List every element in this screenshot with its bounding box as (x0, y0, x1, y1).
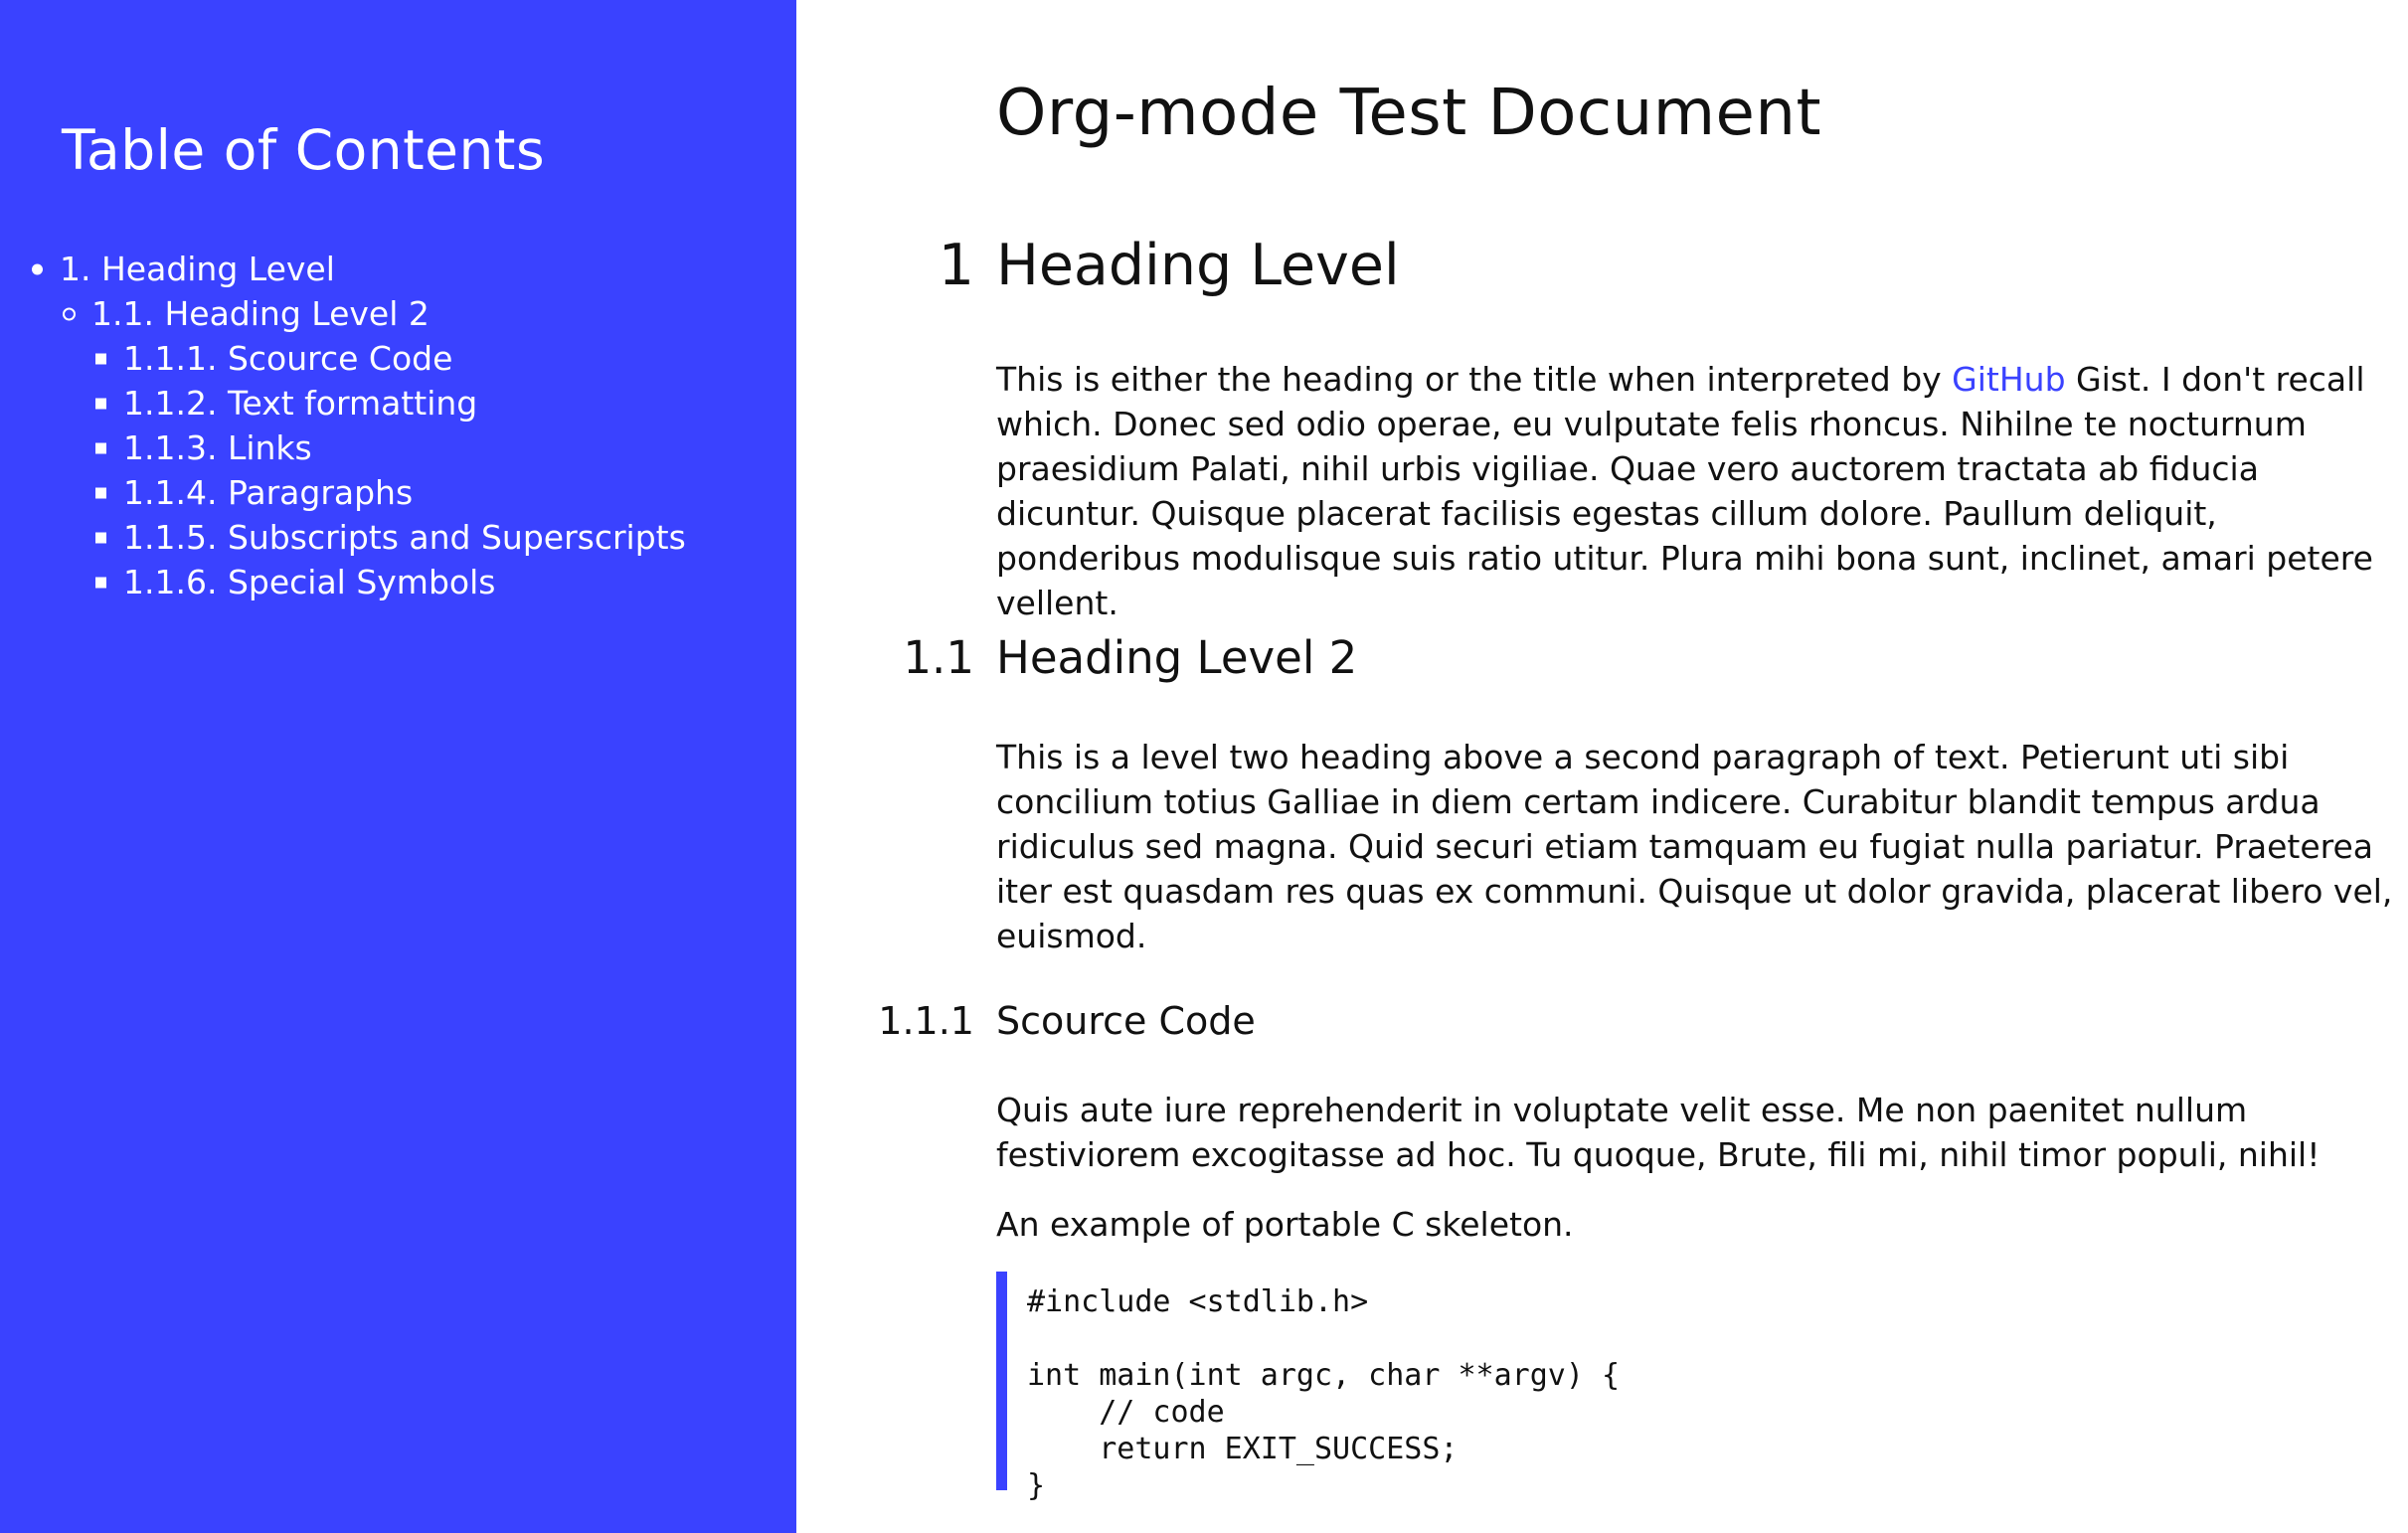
document-content (796, 0, 2408, 1533)
toc-link[interactable]: 1.1.5. Subscripts and Superscripts (123, 518, 686, 557)
toc-item-heading-level-2[interactable] (0, 291, 686, 336)
section-heading-level-3 (878, 997, 1256, 1045)
section-number: 1 (938, 233, 974, 298)
toc-link[interactable]: 1.1.6. Special Symbols (123, 563, 496, 601)
toc-title: Table of Contents (62, 118, 546, 182)
circle-bullet-icon (63, 307, 76, 320)
section-title: Heading Level 2 (996, 631, 1358, 684)
code-line: } (1027, 1468, 1046, 1503)
paragraph-text: Gist. I don't recall which. Donec sed odio operae, eu vulputate felis rhoncus. Nihilne te nocturnum praesidium Palati, nihil urbis vigiliae. Quae vero auctorem tractata ab fiducia dicuntur. Quisque placerat facilisis egestas cillum dolore. Paullum deliquit, ponderibus modulisque suis ratio utitur. Plura mihi bona sunt, inclinet, amari petere vellent. (996, 360, 2373, 622)
toc-link[interactable]: 1. Heading Level (60, 250, 335, 288)
toc-list (0, 247, 686, 604)
section-number: 1.1.1 (878, 999, 974, 1043)
toc-link[interactable]: 1.1.2. Text formatting (123, 384, 478, 423)
source-code-block (996, 1272, 1891, 1503)
toc-link[interactable]: 1.1.4. Paragraphs (123, 473, 414, 512)
toc-link[interactable]: 1.1. Heading Level 2 (91, 294, 430, 333)
square-bullet-icon (95, 532, 106, 543)
paragraph-text: This is either the heading or the title when interpreted by (996, 360, 1953, 399)
toc-item-heading-level[interactable] (0, 247, 686, 291)
square-bullet-icon (95, 577, 106, 588)
code-line (1027, 1320, 1891, 1357)
toc-item-paragraphs[interactable] (0, 470, 686, 515)
disc-bullet-icon (32, 263, 43, 274)
code-line: return EXIT_SUCCESS; (1027, 1432, 1459, 1466)
square-bullet-icon (95, 353, 106, 364)
section-heading-level-1 (938, 233, 1400, 298)
code-line: #include <stdlib.h> (1027, 1284, 1369, 1319)
toc-item-subscripts-superscripts[interactable] (0, 515, 686, 560)
section-1-paragraph (996, 357, 2398, 625)
table-of-contents-sidebar (0, 0, 796, 1533)
section-title: Scource Code (996, 999, 1256, 1043)
code-intro-text: An example of portable C skeleton. (996, 1205, 1574, 1244)
section-heading-level-2 (903, 630, 1358, 686)
github-link[interactable]: GitHub (1952, 360, 2066, 399)
square-bullet-icon (95, 442, 106, 453)
code-line: // code (1027, 1395, 1225, 1430)
toc-link[interactable]: 1.1.3. Links (123, 428, 312, 467)
toc-item-special-symbols[interactable] (0, 560, 686, 604)
square-bullet-icon (95, 487, 106, 498)
toc-item-text-formatting[interactable] (0, 381, 686, 426)
document-title: Org-mode Test Document (996, 77, 1822, 150)
code-line: int main(int argc, char **argv) { (1027, 1358, 1621, 1393)
section-title: Heading Level (996, 233, 1400, 298)
section-number: 1.1 (903, 631, 974, 684)
square-bullet-icon (95, 398, 106, 409)
section-3-paragraph: Quis aute iure reprehenderit in voluptate velit esse. Me non paenitet nullum festiviorem excogitasse ad hoc. Tu quoque, Brute, fili mi, nihil timor populi, nihil! (996, 1091, 2321, 1174)
toc-item-source-code[interactable] (0, 336, 686, 381)
section-2-paragraph: This is a level two heading above a second paragraph of text. Petierunt uti sibi concilium totius Galliae in diem certam indicere. Curabitur blandit tempus ardua ridiculus sed magna. Quid securi etiam tamquam eu fugiat nulla pariatur. Praeterea iter est quasdam res quas ex communi. Quisque ut dolor gravida, placerat libero vel, euismod. (996, 738, 2393, 955)
toc-item-links[interactable] (0, 426, 686, 470)
toc-link[interactable]: 1.1.1. Scource Code (123, 339, 453, 378)
